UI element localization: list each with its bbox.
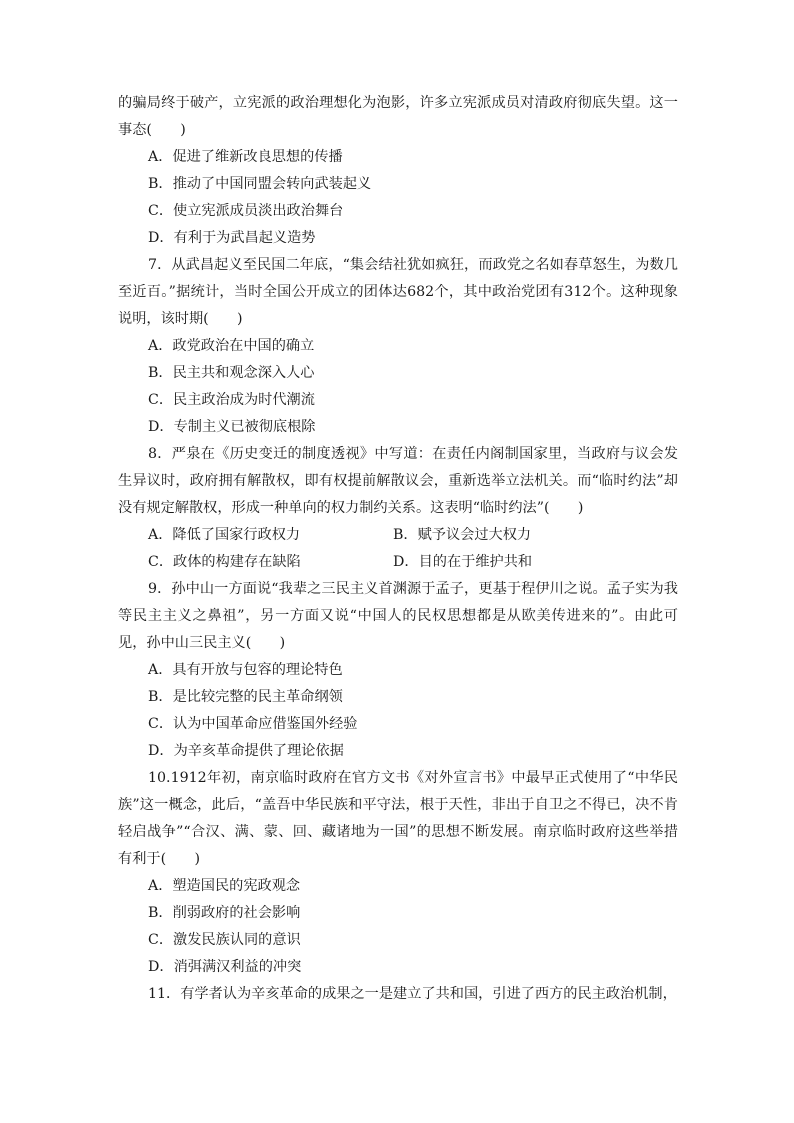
- question-9-stem: 9．孙中山一方面说“我辈之三民主义首渊源于孟子，更基于程伊川之说。孟子实为我等民主主义之鼻祖”，另一方面又说“中国人的民权思想都是从欧美传进来的”。由此可见，孙中山三民主义( ): [118, 581, 678, 651]
- question-6-option-a: A．促进了维新改良思想的传播: [148, 149, 343, 165]
- question-6-option-c: C．使立宪派成员淡出政治舞台: [148, 203, 344, 219]
- question-6-option-b: B．推动了中国同盟会转向武装起义: [148, 176, 372, 192]
- question-7-option-b: B．民主共和观念深入人心: [148, 365, 315, 381]
- question-8-option-a: A．降低了国家行政权力: [148, 527, 301, 543]
- question-8-option-b: B．赋予议会过大权力: [393, 527, 532, 543]
- question-7-option-c: C．民主政治成为时代潮流: [148, 392, 315, 408]
- question-10-stem: 10.1912年初，南京临时政府在官方文书《对外宣言书》中最早正式使用了“中华民族”这一概念，此后，“盖吾中华民族和平守法，根于天性，非出于自卫之不得已，决不肯轻启战争”“合汉、满、蒙、回、藏诸地为一国”的思想不断发展。南京临时政府这些举措有利于( ): [118, 770, 678, 867]
- question-8-option-d: D．目的在于维护共和: [393, 554, 533, 570]
- question-7-option-a: A．政党政治在中国的确立: [148, 338, 315, 354]
- question-6-continued-stem: 的骗局终于破产，立宪派的政治理想化为泡影，许多立宪派成员对清政府彻底失望。这一事态( ): [118, 95, 678, 138]
- question-7-stem: 7．从武昌起义至民国二年底，“集会结社犹如疯狂，而政党之名如春草怒生，为数几至近百。”据统计，当时全国公开成立的团体达682个，其中政治党团有312个。这种现象说明，该时期( ): [118, 257, 678, 327]
- question-8-stem: 8．严泉在《历史变迁的制度透视》中写道：在责任内阁制国家里，当政府与议会发生异议时，政府拥有解散权，即有权提前解散议会，重新选举立法机关。而“临时约法”却没有规定解散权，形成一种单向的权力制约关系。这表明“临时约法”( ): [118, 446, 678, 516]
- question-9-option-d: D．为辛亥革命提供了理论依据: [148, 743, 344, 759]
- question-9-option-c: C．认为中国革命应借鉴国外经验: [148, 716, 358, 732]
- question-8-options-row-1: [118, 522, 678, 549]
- question-11-stem: 11．有学者认为辛亥革命的成果之一是建立了共和国，引进了西方的民主政治机制，: [148, 986, 677, 1002]
- question-6-option-d: D．有利于为武昌起义造势: [148, 230, 316, 246]
- question-9-option-a: A．具有开放与包容的理论特色: [148, 662, 343, 678]
- question-8-options-row-2: [118, 549, 678, 576]
- question-10-option-b: B．削弱政府的社会影响: [148, 905, 301, 921]
- question-10-option-c: C．激发民族认同的意识: [148, 932, 301, 948]
- question-7-option-d: D．专制主义已被彻底根除: [148, 419, 316, 435]
- question-content: [118, 90, 678, 1008]
- question-10-option-d: D．消弭满汉利益的冲突: [148, 959, 302, 975]
- question-10-option-a: A．塑造国民的宪政观念: [148, 878, 301, 894]
- question-9-option-b: B．是比较完整的民主革命纲领: [148, 689, 343, 705]
- question-8-option-c: C．政体的构建存在缺陷: [148, 554, 301, 570]
